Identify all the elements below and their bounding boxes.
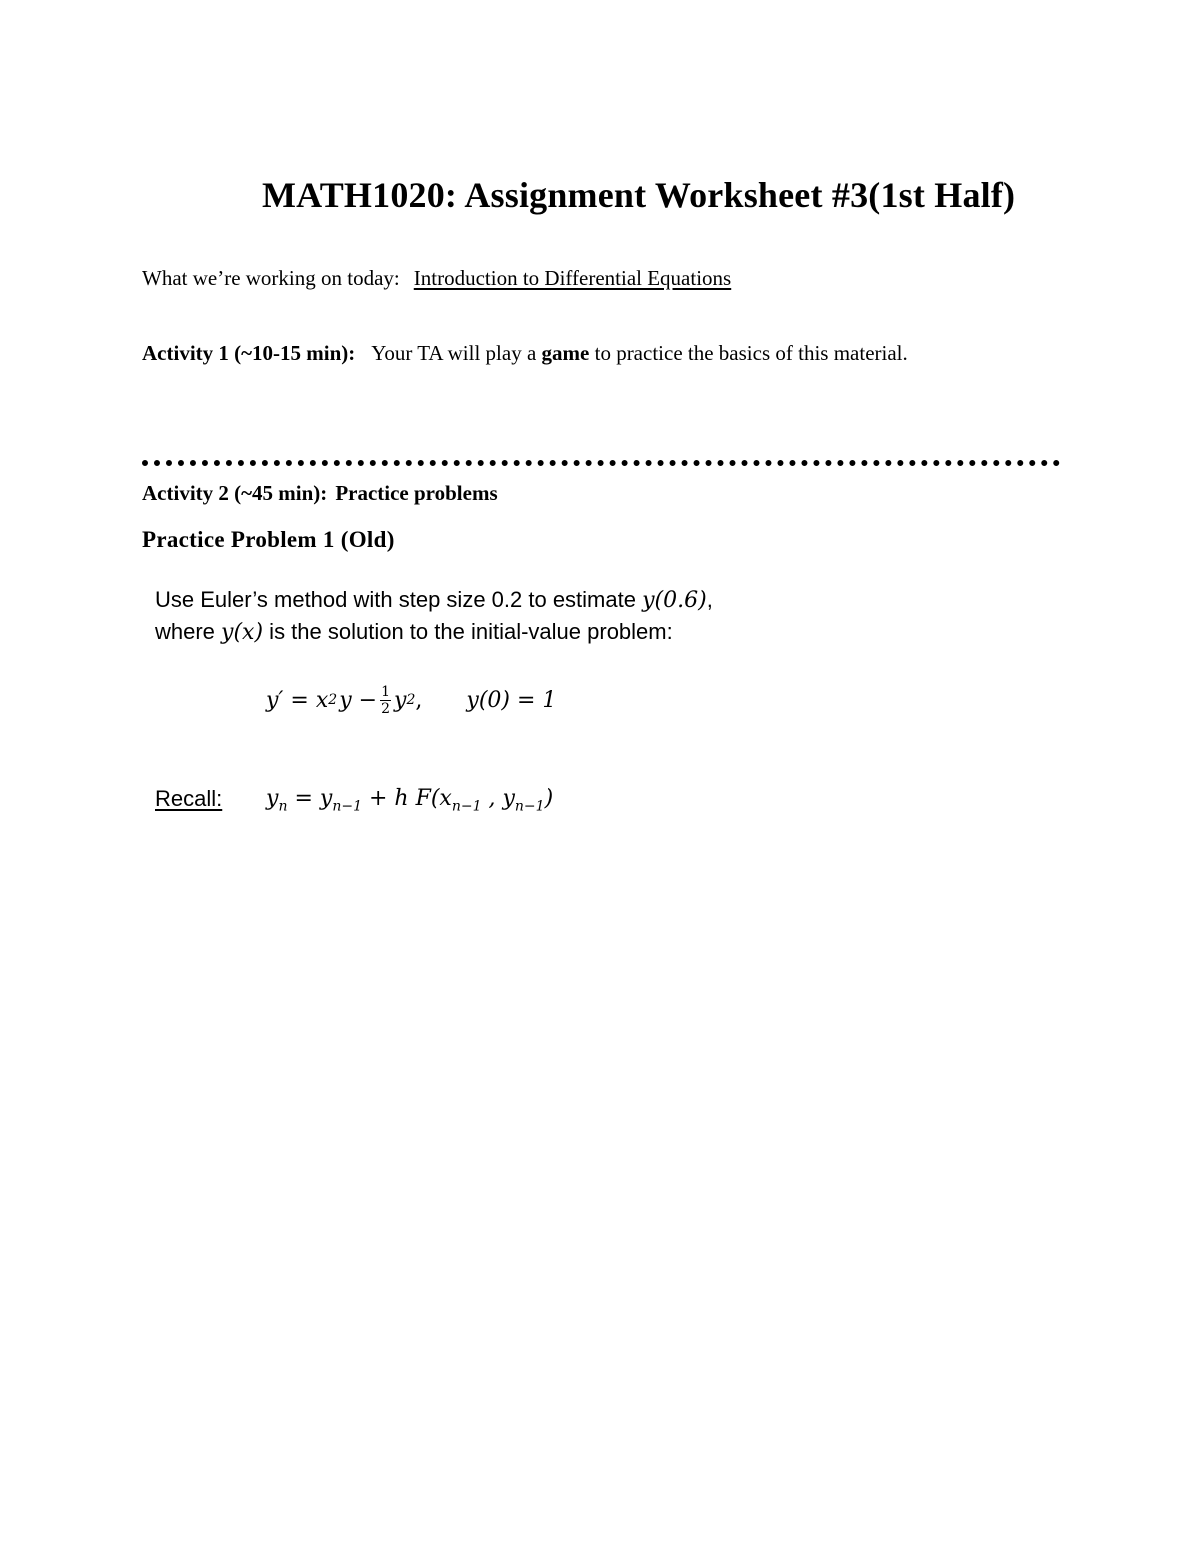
problem-line-1: [155, 584, 713, 616]
activity-1-keyword: game: [541, 341, 590, 365]
activity-1: [142, 341, 908, 366]
problem-math-yx: y(x): [221, 620, 264, 645]
topic-label: What we’re working on today:: [142, 266, 400, 290]
formula-comma: , y: [481, 786, 515, 811]
equation-lhs: y′ = x: [266, 687, 329, 713]
problem-math-y06: y(0.6): [642, 588, 707, 613]
euler-formula: [266, 786, 553, 814]
equation-exponent-2: 2: [406, 692, 416, 708]
equation-fraction: [380, 685, 391, 716]
formula-sub-n1-y: n−1: [514, 798, 545, 815]
activity-1-text-after: to practice the basics of this material.: [589, 341, 908, 365]
topic-line: [142, 266, 731, 291]
problem-line-1-end: ,: [706, 587, 713, 612]
problem-statement: [155, 584, 713, 648]
page-title: MATH1020: Assignment Worksheet #3(1st Half): [262, 175, 1016, 215]
activity-2-text: Practice problems: [335, 481, 498, 505]
activity-1-label: Activity 1 (~10-15 min):: [142, 341, 356, 365]
formula-plus: + h F(x: [361, 786, 452, 811]
topic-title: Introduction to Differential Equations: [413, 266, 732, 290]
fraction-numerator: 1: [381, 683, 390, 700]
fraction-denominator: 2: [381, 700, 390, 717]
activity-2-label: Activity 2 (~45 min):: [142, 481, 328, 505]
equation-comma: ,: [415, 687, 423, 713]
formula-sub-n1-x: n−1: [451, 798, 482, 815]
section-divider: [142, 460, 1060, 466]
problem-line-2-start: where: [155, 619, 222, 644]
formula-sub-n1: n−1: [332, 798, 362, 815]
initial-condition: y(0) = 1: [466, 687, 557, 713]
problem-heading: Practice Problem 1 (Old): [142, 527, 395, 552]
equation-exponent-1: 2: [328, 692, 338, 708]
problem-line-2: [155, 616, 713, 648]
activity-1-text: [371, 341, 907, 365]
differential-equation: [266, 676, 556, 724]
formula-eq: = y: [287, 786, 333, 811]
problem-line-1-text: Use Euler’s method with step size 0.2 to estimate: [155, 587, 643, 612]
formula-close: ): [544, 786, 554, 811]
formula-sub-n: n: [278, 798, 288, 815]
problem-line-2-text: is the solution to the initial-value problem:: [263, 619, 673, 644]
equation-y-squared: y: [394, 687, 407, 713]
activity-1-text-before: Your TA will play a: [371, 341, 542, 365]
activity-2: [142, 481, 498, 506]
recall-label: Recall:: [155, 786, 223, 811]
formula-y: y: [266, 786, 279, 811]
equation-middle: y −: [339, 687, 378, 713]
